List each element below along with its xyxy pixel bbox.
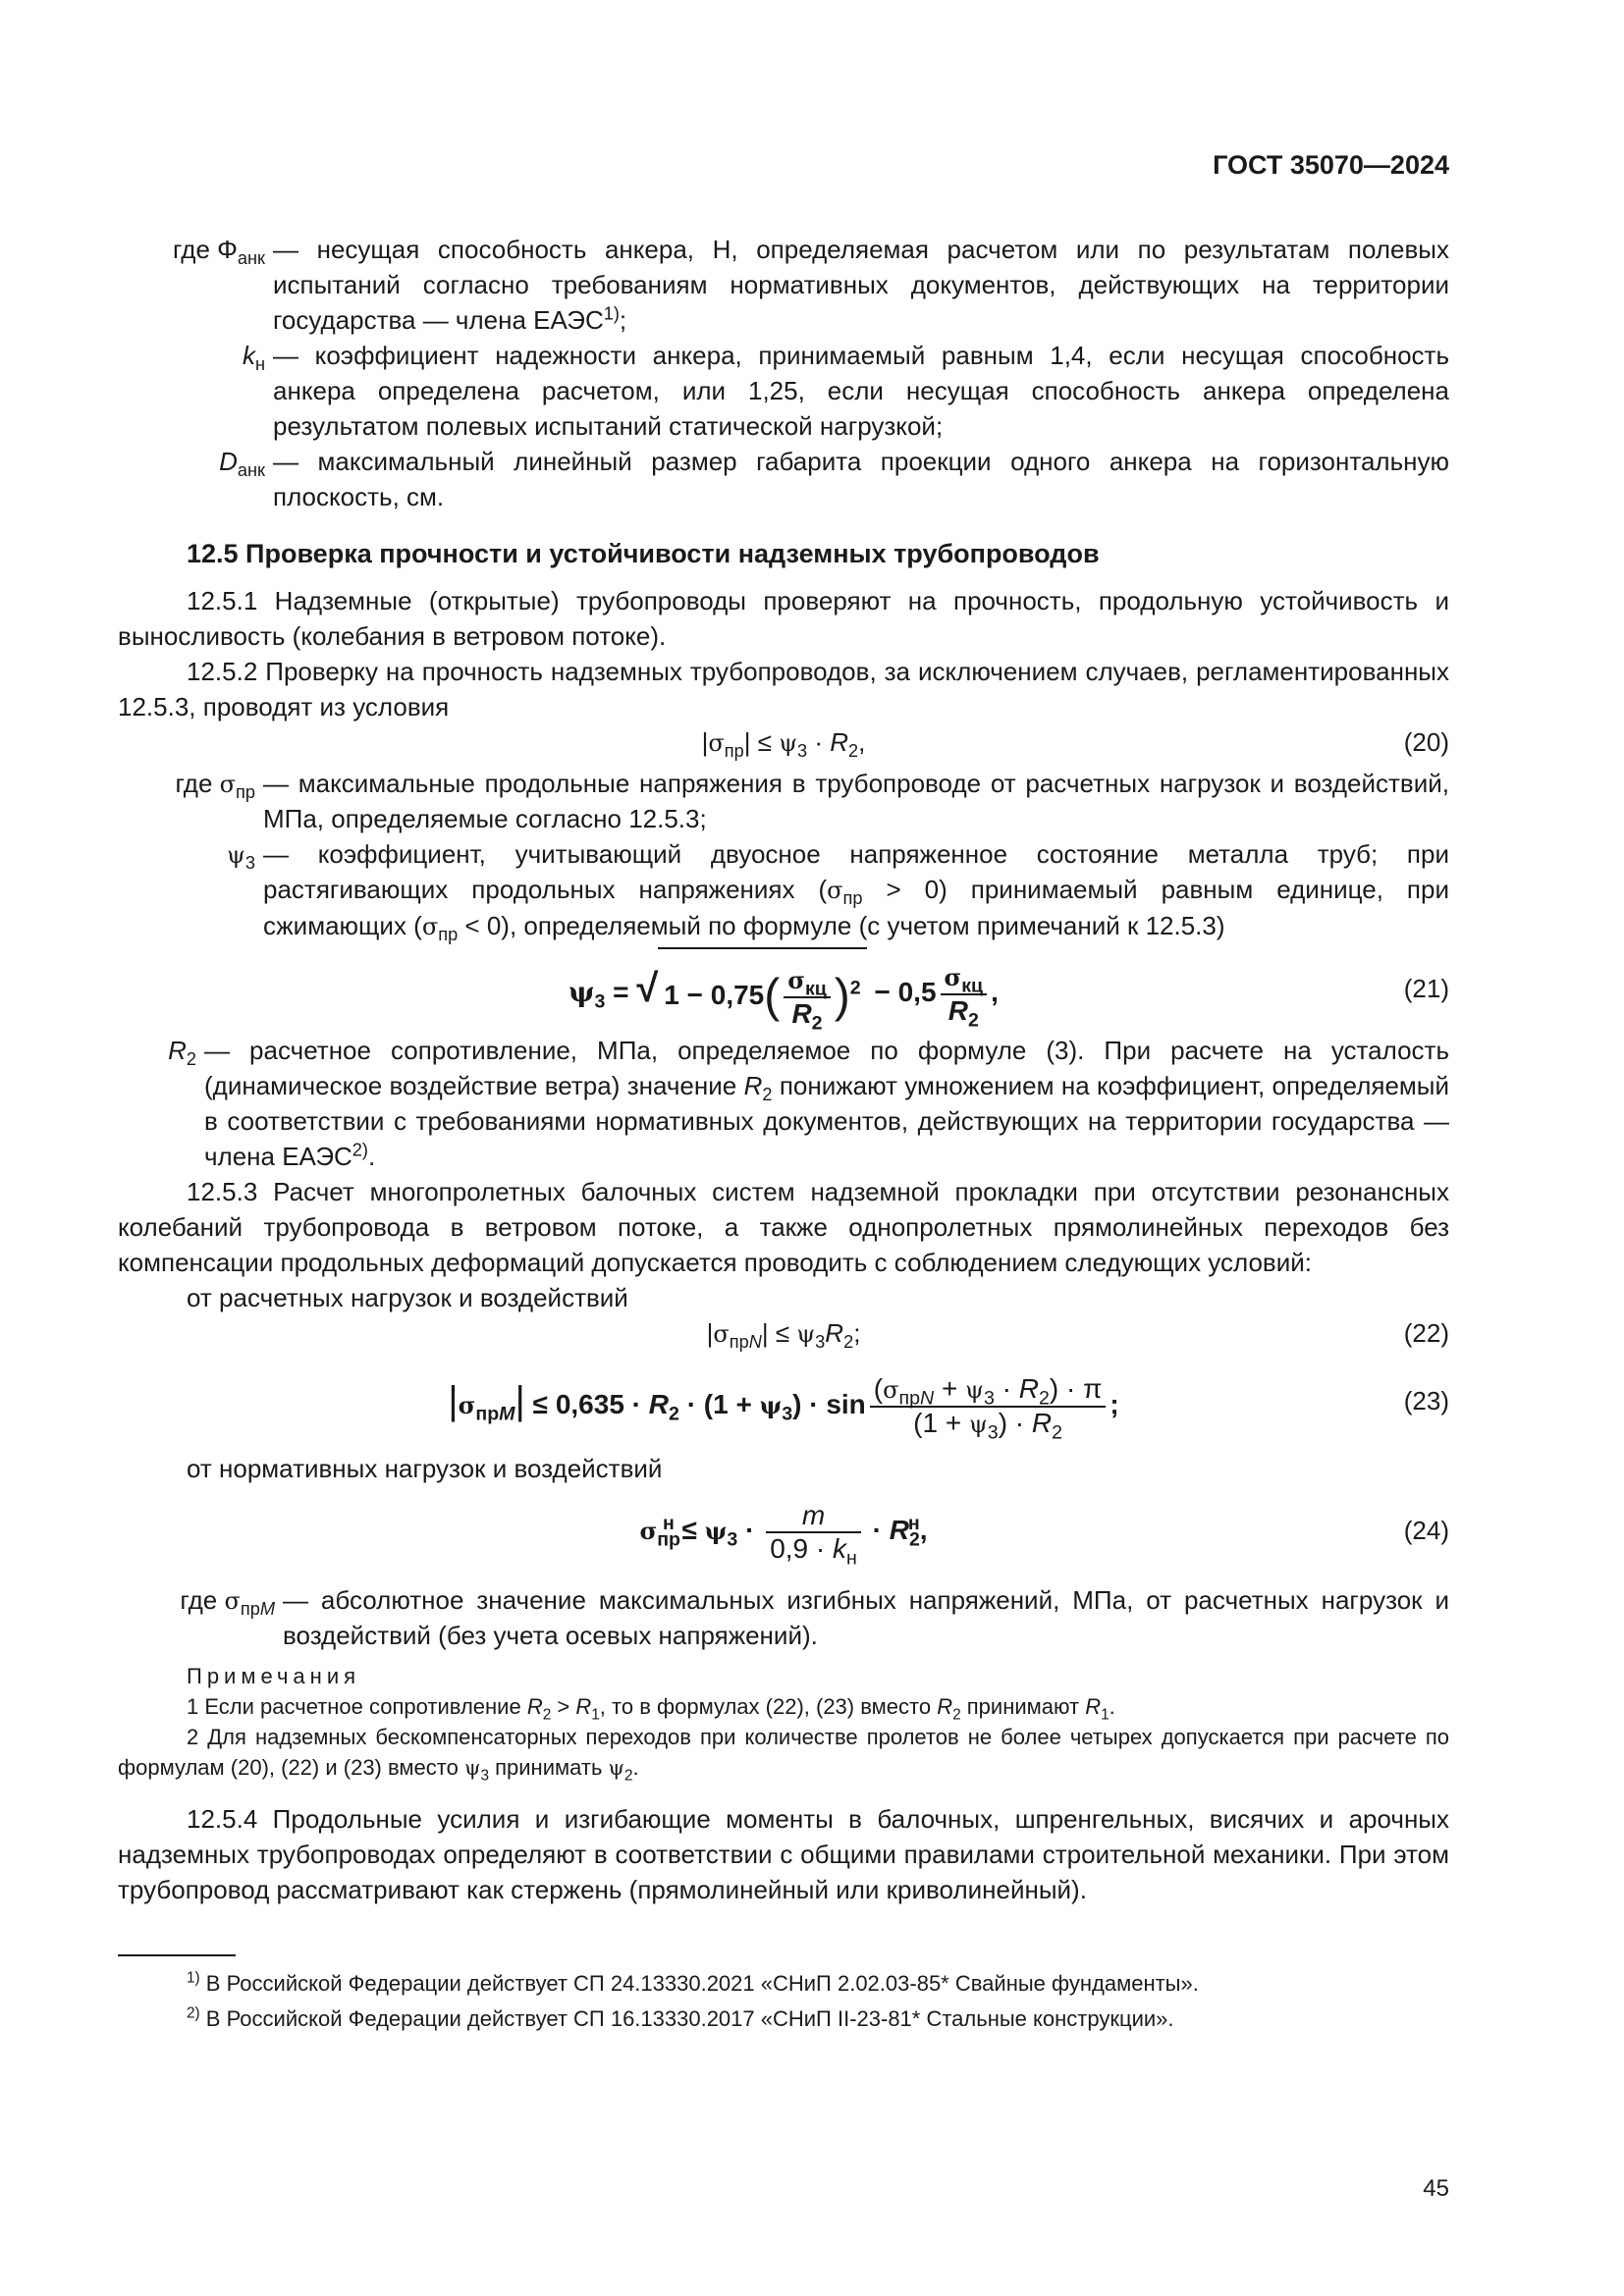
notes-title: Примечания (187, 1664, 361, 1688)
notes-block (118, 1661, 1449, 1784)
from-normative-loads: от нормативных нагрузок и воздействий (187, 1454, 663, 1483)
definition-text: — абсолютное значение максимальных изгибных напряжений, МПа, от расчетных нагрузок и воздействий (без учета осевых напряжений). (283, 1585, 1449, 1650)
formula-23: $|\sigma_{прM}| \le 0,635 \cdot R_2 \cdot (1 + \psi_3) \cdot \sin$ $\frac{(\sigma_{прN} + \psi_3 \cdot R_2) \cdot \pi}{(1 + \psi_3) \cdot R_2}$ ; (23) (118, 1357, 1449, 1445)
definition-text: — несущая способность анкера, Н, определяемая расчетом или по результатам полевых испытаний согласно требованиям нормативных документов, действующих на территории государства — члена ЕАЭС$^{1)}$; (273, 235, 1449, 335)
paragraph-12-5-4: 12.5.4 Продольные усилия и изгибающие моменты в балочных, шпренгельных, висячих и арочных надземных трубопроводах определяют в соответствии с общими правилами строительной механики. При этом трубопровод рассматривают как стержень (прямолинейный или криволинейный). (118, 1804, 1449, 1904)
definition-symbol: где $\sigma_{прM}$ (180, 1585, 275, 1620)
document-code: ГОСТ 35070—2024 (1213, 150, 1449, 180)
definition-psi3 (118, 836, 1449, 944)
paragraph-12-5-2: 12.5.2 Проверку на прочность надземных трубопроводов, за исключением случаев, регламентированных 12.5.3, проводят из условия (118, 657, 1449, 721)
formula-24: $\sigma_{пр}^н \le \psi_3$ · $\frac{m}{0,9 \cdot k_н}$ · $R_2^н$, (24) (118, 1486, 1449, 1575)
definition-sigma-pr (118, 766, 1449, 836)
footnote-1: $^{1)}$ В Российской Федерации действует СП 24.13330.2021 «СНиП 2.02.03-85* Свайные фундаменты». (187, 1969, 1199, 1996)
section-heading: 12.5 Проверка прочности и устойчивости надземных трубопроводов (187, 539, 1100, 568)
definition-text: — максимальные продольные напряжения в трубопроводе от расчетных нагрузок и воздействий, МПа, определяемые согласно 12.5.3; (263, 769, 1449, 833)
footnote-separator (118, 1954, 236, 1956)
definition-anchor-capacity (118, 232, 1449, 338)
formula-21: $\psi_3$ = √ 1 − 0,75( $\frac{\sigma_{кц}}{R_2}$ )$^2$ − 0,5 $\frac{\sigma_{кц}}{R_2}$ , (21) (118, 944, 1449, 1033)
formula-number: (24) (1403, 1516, 1449, 1545)
definition-sigma-prm (118, 1582, 1449, 1653)
definition-text: — расчетное сопротивление, МПа, определяемое по формуле (3). При расчете на усталость (динамическое воздействие ветра) значение $R_2$ понижают умножением на коэффициент, определяемый в соответствии с требованиями нормативных документов, действующих на территории государства — члена ЕАЭС$^{2)}$. (204, 1036, 1449, 1171)
definition-text: — коэффициент, учитывающий двуосное напряженное состояние металла труб; при растягивающих продольных напряжениях $(\sigma_{пр} > 0)$ принимаемый равным единице, при сжимающих $(\sigma_{пр} < 0)$, определяемый по формуле (с учетом примечаний к 12.5.3) (263, 839, 1449, 945)
footnote-2: $^{2)}$ В Российской Федерации действует СП 16.13330.2017 «СНиП II-23-81* Стальные конструкции». (187, 2004, 1174, 2031)
page-content (118, 232, 1449, 2037)
formula-number: (22) (1403, 1318, 1449, 1348)
formula-number: (23) (1403, 1386, 1449, 1415)
from-design-loads: от расчетных нагрузок и воздействий (187, 1283, 628, 1312)
definition-symbol: где $\Phi_{анк}$ (172, 235, 265, 269)
definition-text: — коэффициент надежности анкера, принимаемый равным 1,4, если несущая способность анкера определена расчетом, или 1,25, если несущая способность анкера определена результатом полевых испытаний статической нагрузкой; (273, 341, 1449, 441)
formula-number: (20) (1403, 727, 1449, 757)
formula-number: (21) (1403, 974, 1449, 1003)
paragraph-12-5-1: 12.5.1 Надземные (открытые) трубопроводы проверяют на прочность, продольную устойчивость и выносливость (колебания в ветровом потоке). (118, 586, 1449, 651)
definition-symbol: $\psi_3$ (227, 841, 255, 874)
definition-text: — максимальный линейный размер габарита проекции одного анкера на горизонтальную плоскость, см. (273, 447, 1449, 511)
definition-symbol: где $\sigma_{пр}$ (175, 769, 255, 803)
note-2: 2 Для надземных бескомпенсаторных переходов при количестве пролетов не более четырех допускается при расчете по формулам (20), (22) и (23) вместо $\psi_3$ принимать $\psi_2$. (118, 1725, 1449, 1785)
definition-symbol: $D_{анк}$ (219, 447, 265, 481)
paragraph-12-5-3: 12.5.3 Расчет многопролетных балочных систем надземной прокладки при отсутствии резонансных колебаний трубопровода в ветровом потоке, а также однопролетных прямолинейных переходов без компенсации продольных деформаций допускается проводить с соблюдением следующих условий: (118, 1177, 1449, 1277)
definition-symbol: $k_н$ (242, 341, 265, 375)
definition-anchor-size (118, 444, 1449, 514)
formula-22: $|\sigma_{прN}| \le \psi_3R_2$; (22) (118, 1315, 1449, 1357)
definition-symbol: $R_2$ (168, 1036, 196, 1070)
page-number: 45 (1423, 2175, 1449, 2202)
definition-reliability-coefficient (118, 338, 1449, 444)
formula-20: $|\sigma_{пр}| \le \psi_3 \cdot R_2$, (20) (118, 724, 1449, 766)
definition-r2 (118, 1033, 1449, 1174)
note-1: 1 Если расчетное сопротивление $R_2 > R_1$, то в формулах (22), (23) вместо $R_2$ принимают $R_1$. (187, 1694, 1115, 1724)
